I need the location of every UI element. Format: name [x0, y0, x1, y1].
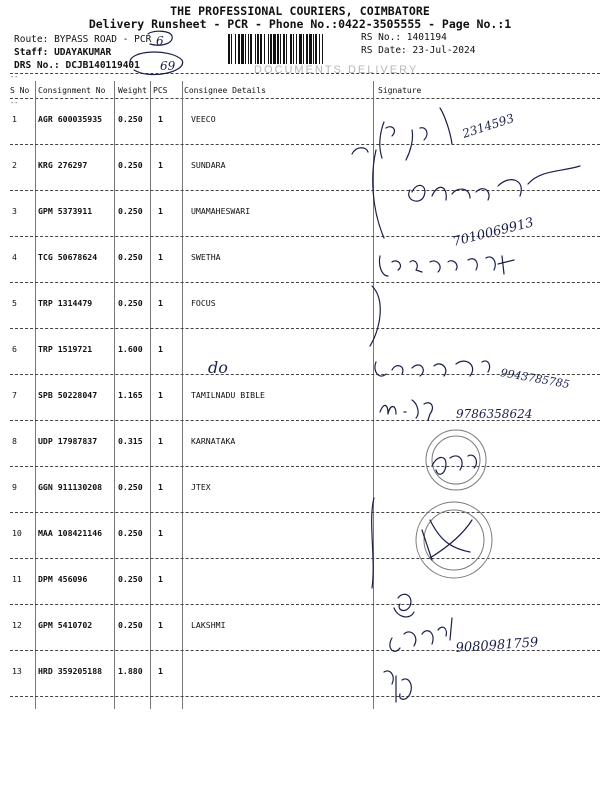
- consignment-no: KRG 276297: [38, 160, 88, 170]
- consignment-no: HRD 359205188: [38, 666, 103, 676]
- pcs-value: 1: [158, 252, 163, 262]
- consignee-details: FOCUS: [191, 298, 216, 308]
- row-sno: 13: [12, 666, 22, 676]
- rs-no-line: [361, 32, 447, 43]
- consignment-no: SPB 50228047: [38, 390, 98, 400]
- consignee-details: LAKSHMI: [191, 620, 226, 630]
- consignee-details: SWETHA: [191, 252, 221, 262]
- divider-mark: --: [10, 99, 19, 107]
- watermark-text: DOCUMENTS DELIVERY: [254, 64, 419, 76]
- table-row: [0, 476, 600, 522]
- row-divider: [10, 328, 600, 329]
- consignee-details: SUNDARA: [191, 160, 226, 170]
- consignment-no: GPM 5410702: [38, 620, 93, 630]
- row-divider: [10, 374, 600, 375]
- consignee-details: JTEX: [191, 482, 211, 492]
- table-row: [0, 246, 600, 292]
- column-header-divider: [10, 98, 600, 99]
- consignment-no: UDP 17987837: [38, 436, 98, 446]
- route-value: BYPASS ROAD - PCR: [54, 34, 152, 45]
- col-weight: Weight: [118, 86, 147, 95]
- runsheet-subtitle: Delivery Runsheet - PCR - Phone No.:0422-3505555 - Page No.:1: [88, 17, 512, 31]
- row-divider: [10, 144, 600, 145]
- staff-line: [14, 47, 111, 58]
- rs-date-line: [361, 45, 475, 56]
- table-row: [0, 384, 600, 430]
- row-sno: 8: [12, 436, 17, 446]
- pcs-value: 1: [158, 298, 163, 308]
- rs-no-value: 1401194: [406, 32, 447, 43]
- table-row: [0, 660, 600, 706]
- company-title: THE PROFESSIONAL COURIERS, COIMBATORE: [170, 4, 430, 18]
- weight-value: 0.250: [118, 528, 143, 538]
- col-pcs: PCS: [153, 86, 168, 95]
- weight-value: 0.250: [118, 482, 143, 492]
- staff-value: UDAYAKUMAR: [54, 47, 112, 58]
- consignment-no: GPM 5373911: [38, 206, 93, 216]
- col-consignee: Consignee Details: [184, 86, 266, 95]
- row-divider: [10, 604, 600, 605]
- row-sno: 7: [12, 390, 17, 400]
- phone-row3: 7010069913: [451, 215, 536, 250]
- pcs-value: 1: [158, 344, 163, 354]
- row-sno: 11: [12, 574, 22, 584]
- table-row: [0, 568, 600, 614]
- drs-label: DRS No.:: [14, 60, 60, 71]
- row6-handwritten-note: do: [208, 358, 228, 377]
- row-divider: [10, 696, 600, 697]
- table-row: [0, 108, 600, 154]
- drs-handwritten-note: 69: [160, 59, 176, 73]
- row-sno: 6: [12, 344, 17, 354]
- table-row: [0, 338, 600, 384]
- consignment-no: AGR 600035935: [38, 114, 103, 124]
- row-sno: 1: [12, 114, 17, 124]
- row-divider: [10, 236, 600, 237]
- consignee-details: TAMILNADU BIBLE: [191, 390, 265, 400]
- row-sno: 5: [12, 298, 17, 308]
- row-divider: [10, 558, 600, 559]
- row-divider: [10, 282, 600, 283]
- consignment-no: TRP 1519721: [38, 344, 93, 354]
- pcs-value: 1: [158, 666, 163, 676]
- weight-value: 0.250: [118, 114, 143, 124]
- phone-row6: 9943785785: [499, 366, 571, 392]
- weight-value: 0.250: [118, 574, 143, 584]
- weight-value: 1.165: [118, 390, 143, 400]
- barcode-image: [228, 34, 353, 64]
- weight-value: 1.600: [118, 344, 143, 354]
- weight-value: 0.250: [118, 206, 143, 216]
- table-row: [0, 522, 600, 568]
- weight-value: 0.315: [118, 436, 143, 446]
- weight-value: 0.250: [118, 160, 143, 170]
- row-sno: 3: [12, 206, 17, 216]
- pcs-value: 1: [158, 390, 163, 400]
- header-divider: [10, 73, 600, 74]
- route-line: [14, 34, 151, 45]
- table-row: [0, 154, 600, 200]
- row-divider: [10, 466, 600, 467]
- pcs-value: 1: [158, 482, 163, 492]
- weight-value: 0.250: [118, 620, 143, 630]
- rs-date-label: RS Date:: [361, 45, 407, 56]
- row-sno: 10: [12, 528, 22, 538]
- consignment-no: TCG 50678624: [38, 252, 98, 262]
- col-consignment: Consignment No: [38, 86, 106, 95]
- staff-label: Staff:: [14, 47, 49, 58]
- row-sno: 9: [12, 482, 17, 492]
- weight-value: 0.250: [118, 298, 143, 308]
- pcs-value: 1: [158, 436, 163, 446]
- table-row: [0, 614, 600, 660]
- pcs-value: 1: [158, 114, 163, 124]
- consignment-no: TRP 1314479: [38, 298, 93, 308]
- route-circle-scribble: [148, 31, 172, 45]
- divider-mark: --: [10, 73, 19, 81]
- pcs-value: 1: [158, 160, 163, 170]
- table-row: [0, 200, 600, 246]
- pcs-value: 1: [158, 528, 163, 538]
- consignment-no: MAA 108421146: [38, 528, 103, 538]
- col-sno: S No: [10, 86, 30, 95]
- drs-value: DCJB140119401: [65, 60, 140, 71]
- row-divider: [10, 512, 600, 513]
- row-sno: 2: [12, 160, 17, 170]
- consignment-no: DPM 456096: [38, 574, 88, 584]
- drs-line: [14, 60, 140, 71]
- phone-row1: 2314593: [460, 111, 516, 141]
- row-divider: [10, 190, 600, 191]
- row-divider: [10, 420, 600, 421]
- weight-value: 0.250: [118, 252, 143, 262]
- pcs-value: 1: [158, 620, 163, 630]
- table-row: [0, 430, 600, 476]
- phone-row7: 9786358624: [456, 407, 533, 421]
- row-sno: 12: [12, 620, 22, 630]
- consignee-details: KARNATAKA: [191, 436, 236, 446]
- consignment-no: GGN 911130208: [38, 482, 103, 492]
- phone-row12: 9080981759: [455, 635, 539, 656]
- route-handwritten-note: 6: [156, 34, 164, 48]
- pcs-value: 1: [158, 574, 163, 584]
- consignee-details: VEECO: [191, 114, 216, 124]
- consignee-details: UMAMAHESWARI: [191, 206, 251, 216]
- col-signature: Signature: [378, 86, 422, 95]
- rs-date-value: 23-Jul-2024: [412, 45, 476, 56]
- table-row: [0, 292, 600, 338]
- pcs-value: 1: [158, 206, 163, 216]
- row-sno: 4: [12, 252, 17, 262]
- row-divider: [10, 650, 600, 651]
- rs-no-label: RS No.:: [361, 32, 402, 43]
- weight-value: 1.880: [118, 666, 143, 676]
- route-label: Route:: [14, 34, 49, 45]
